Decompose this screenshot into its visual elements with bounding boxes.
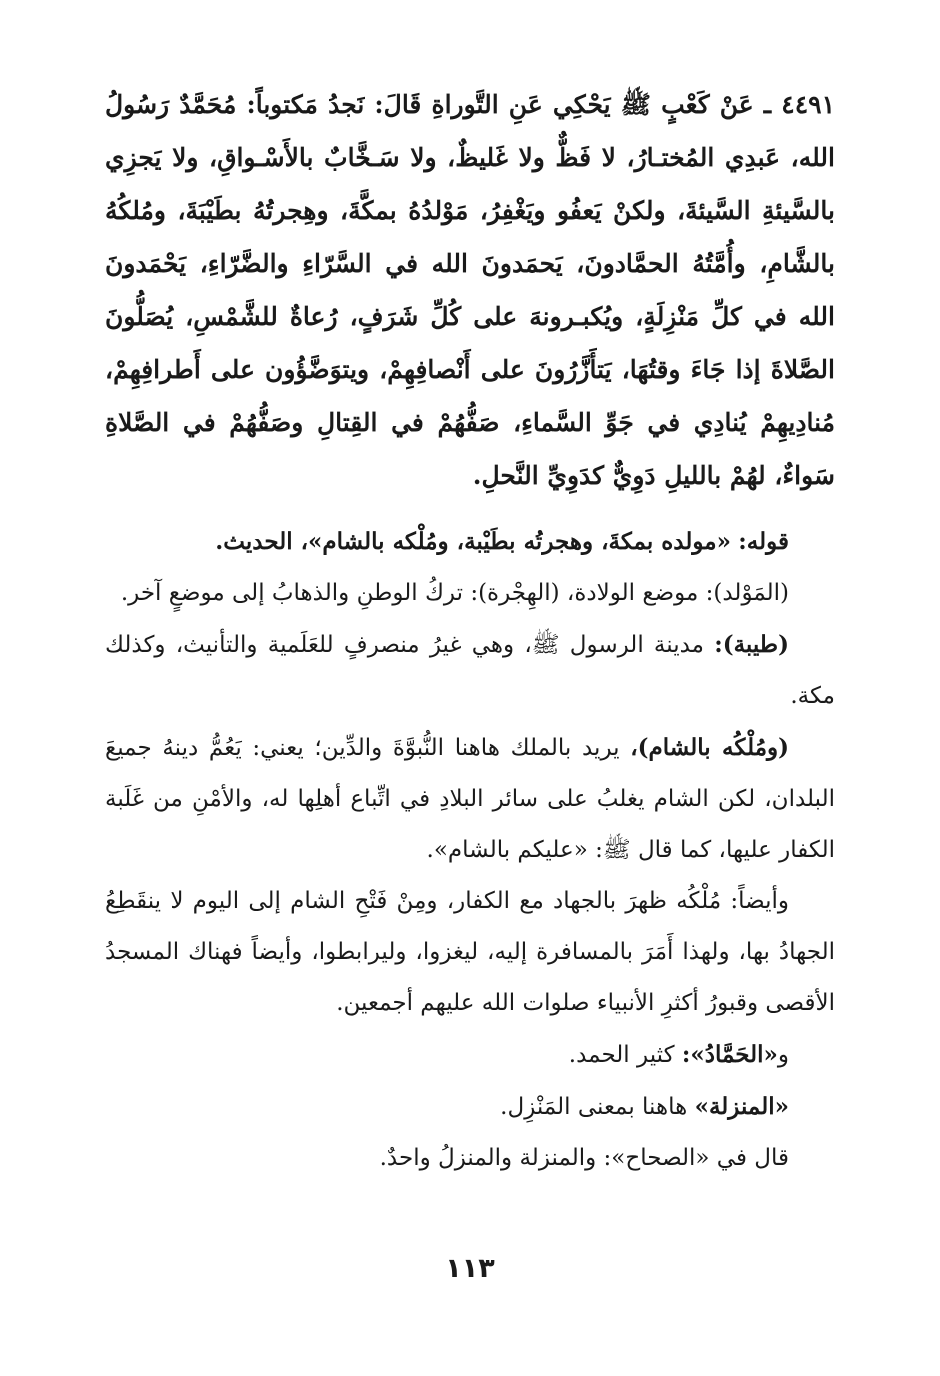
term-label: قوله: [738, 528, 789, 555]
page-number: ١١٣ [445, 1253, 495, 1284]
commentary-paragraph-2 [105, 568, 835, 619]
paragraph-text: هاهنا بمعنى المَنْزِل. [500, 1094, 688, 1120]
term-label: «المنزلة» [694, 1093, 789, 1120]
paragraph-text: (المَوْلد): موضع الولادة، (الهِجْرة): تركُ الوطنِ والذهابُ إلى موضعٍ آخر. [120, 580, 789, 606]
term-label: «الحَمَّادُ»: [681, 1041, 778, 1068]
paragraph-text: يريد بالملك هاهنا النُّبوَّةَ والدِّين؛ يعني: يَعُمُّ دينهُ جميعَ البلدان، لكن الشام يغلبُ على سائر البلادِ في اتِّباع أهلِها له، والأمْنِ من غَلَبة الكفار عليها، كما قال ﷺ: «عليكم بالشام». [105, 735, 835, 863]
paragraph-text: مدينة الرسول ﷺ، وهي غيرُ منصرفٍ للعَلَمية والتأنيث، وكذلك مكة. [105, 632, 835, 709]
quoted-text: «مولده بمكةَ، وهجرتُه بطَيْبة، ومُلْكه بالشام»، الحديث. [215, 528, 731, 555]
term-label: (ومُلْكُه بالشام)، [630, 734, 790, 761]
term-label: (طيبة): [714, 631, 789, 658]
paragraph-text: وأيضاً: مُلْكُه ظهرَ بالجهاد مع الكفار، ومِنْ فَتْحِ الشام إلى اليوم لا ينقَطِعُ الجهادُ بها، ولهذا أَمَرَ بالمسافرة إليه، ليغزوا، وليرابطوا، وأيضاً فهناك المسجدُ الأقصى وقبورُ أكثرِ الأنبياء صلوات الله عليهم أجمعين. [105, 888, 835, 1016]
commentary-paragraph-8 [105, 1133, 835, 1184]
hadith-text: ـ عَنْ كَعْبٍ ﷺ يَحْكِي عَنِ التَّوراةِ قَالَ: نَجدُ مَكتوباً: مُحَمَّدٌ رَسُولُ الله، عَبدِي المُختـارُ، لا فَظٌّ ولا غَليظٌ، ولا سَـخَّابٌ بالأَسْـواقِ، ولا يَجزِي بالسَّيئةِ السَّيئةَ، ولكنْ يَعفُو ويَغْفِرُ، مَوْلدُهُ بمكَّةَ، وهِجرتُهُ بطَيْبَةَ، ومُلكُهُ بالشَّامِ، وأُمَّتُهُ الحمَّادونَ، يَحمَدونَ الله في السَّرّاءِ والضَّرّاءِ، يَحْمَدونَ الله في كلِّ مَنْزِلَةٍ، ويُكبـرونهَ على كُلِّ شَرَفٍ، رُعاةٌ للشَّمْسِ، يُصَلُّونَ الصَّلاةَ إذا جَاءَ وقتُهَا، يَتأَزَّرُونَ على أَنْصافِهِمْ، ويتوَضَّؤُون على أَطرافِهِمْ، مُنادِيهِمْ يُنادِي في جَوِّ السَّماءِ، صَفُّهُمْ في القِتالِ وصَفُّهُمْ في الصَّلاةِ سَواءٌ، لهُمْ بالليلِ دَوِيٌّ كدَوِيِّ النَّحلِ. [105, 90, 835, 490]
commentary-paragraph-4 [105, 722, 835, 876]
commentary-paragraph-5 [105, 876, 835, 1029]
prefix-text: و [777, 1042, 789, 1068]
hadith-paragraph [105, 78, 835, 502]
commentary-paragraph-1 [105, 516, 835, 568]
paragraph-text: قال في «الصحاح»: والمنزلة والمنزلُ واحدٌ. [379, 1145, 789, 1171]
commentary [105, 516, 835, 1184]
commentary-paragraph-6 [105, 1029, 835, 1081]
paragraph-text: كثير الحمد. [568, 1042, 675, 1068]
commentary-paragraph-7 [105, 1081, 835, 1133]
hadith-number: ٤٤٩١ [781, 90, 835, 119]
commentary-paragraph-3 [105, 619, 835, 722]
page-body [105, 78, 835, 1184]
